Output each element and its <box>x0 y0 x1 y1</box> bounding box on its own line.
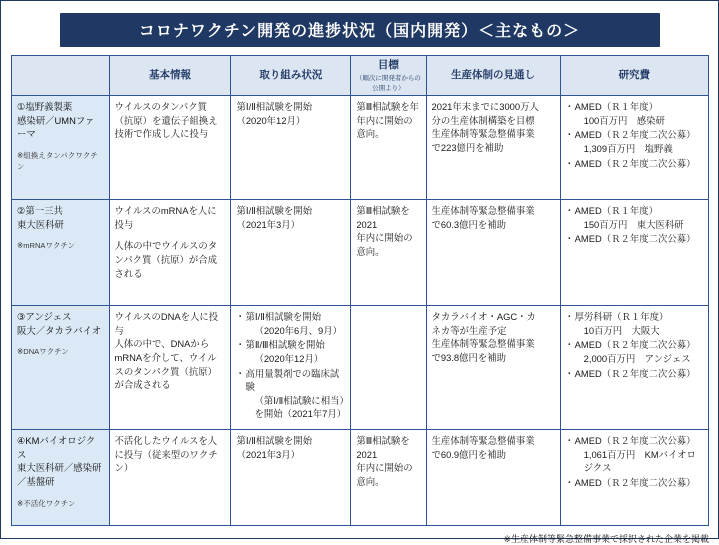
basic-line: ンパク質（抗原）が合成 <box>114 253 217 265</box>
production-line: 生産体制等緊急整備事業 <box>431 128 535 140</box>
row-company-1 <box>12 96 110 200</box>
funding-main: AMED（Ｒ２年度二次公募） <box>574 129 696 141</box>
funding-sub: 10百万円 大阪大 <box>583 324 660 336</box>
table-row <box>12 430 709 526</box>
column-header-basic-info-label: 基本情報 <box>148 68 191 81</box>
page-title: コロナワクチン開発の進捗状況（国内開発）＜主なもの＞ <box>60 13 660 47</box>
production-line: 生産体制等緊急整備事業 <box>431 338 535 350</box>
vaccine-type-1: ※組換えタンパクワクチン <box>17 150 98 171</box>
company-name-2a: ②第一三共 <box>17 205 63 217</box>
row-status-2 <box>231 200 351 306</box>
basic-line: （抗原）を遺伝子組換え <box>114 114 218 126</box>
company-name-1b: 感染研／UMNファーマ <box>17 114 95 140</box>
basic-line: 人体の中で、DNAから <box>114 338 210 350</box>
row-company-3 <box>12 306 110 430</box>
funding-main: AMED（Ｒ２年度二次公募） <box>574 435 696 447</box>
production-line: 生産体制等緊急整備事業 <box>431 435 535 447</box>
company-name-4b: 東大医科研／感染研／基盤研 <box>17 462 102 487</box>
basic-line: ウイルスのタンパク質 <box>114 101 208 113</box>
company-name-4a: ④KMバイオロジクス <box>17 435 96 460</box>
funding-main: AMED（Ｒ２年度二次公募） <box>574 367 696 379</box>
basic-line: ウイルスのmRNAを人に <box>114 205 217 217</box>
status-line: 第Ⅰ/Ⅱ相試験を開始 <box>236 205 313 217</box>
column-header-funding-label: 研究費 <box>618 68 651 81</box>
funding-sub: 1,309百万円 塩野義 <box>583 142 673 154</box>
column-header-funding <box>560 56 708 96</box>
column-header-company <box>12 56 110 96</box>
vaccine-type-4: ※不活化ワクチン <box>17 498 76 508</box>
funding-main: AMED（Ｒ１年度） <box>574 101 658 113</box>
row-basic-3 <box>109 306 231 430</box>
status-line: （2021年3月） <box>236 448 301 460</box>
vaccine-type-3: ※DNAワクチン <box>17 347 69 357</box>
basic-line: ン） <box>114 462 134 474</box>
goal-line: 年内に開始の意向。 <box>356 462 413 487</box>
company-name-2b: 東大医科研 <box>17 218 64 230</box>
goal-line: 第Ⅲ相試験を2021 <box>356 205 410 230</box>
vaccine-progress-table <box>11 55 709 526</box>
production-line: で93.8億円を補助 <box>431 351 507 363</box>
funding-main: AMED（Ｒ２年度二次公募） <box>574 233 696 245</box>
production-line: で60.3億円を補助 <box>431 218 507 230</box>
column-header-status <box>231 56 351 96</box>
row-funding-2 <box>560 200 708 306</box>
column-header-goal-label: 目標 <box>377 59 399 71</box>
funding-list <box>566 204 703 246</box>
goal-line: 年内に開始の意向。 <box>356 232 413 257</box>
table-row <box>12 200 709 306</box>
row-basic-1 <box>109 96 231 200</box>
status-item <box>236 310 345 337</box>
funding-item <box>566 128 703 155</box>
basic-line: 不活化したウイルスを人 <box>114 435 218 447</box>
basic-line: 投与 <box>114 218 134 230</box>
row-status-4 <box>231 430 351 526</box>
production-line: ネカ等が生産予定 <box>431 324 507 336</box>
row-funding-4 <box>560 430 708 526</box>
status-item <box>236 367 349 422</box>
production-line: で223億円を補助 <box>431 141 504 153</box>
funding-main: AMED（Ｒ１年度） <box>574 205 658 217</box>
basic-line: 人体の中でウイルスのタ <box>114 240 218 252</box>
funding-item <box>566 338 703 365</box>
company-name-3b: 阪大／タカラバイオ <box>17 324 102 336</box>
row-company-2 <box>12 200 110 306</box>
row-goal-2 <box>351 200 426 306</box>
funding-list <box>566 310 703 380</box>
status-sub: （第Ⅰ/Ⅱ相試験に相当） <box>254 394 349 406</box>
basic-line: 与 <box>114 324 124 336</box>
funding-list <box>566 100 703 170</box>
funding-sub: 100百万円 感染研 <box>583 114 665 126</box>
funding-main: AMED（Ｒ２年度二次公募） <box>574 476 696 488</box>
column-header-goal-note: （順次に開発者からの公開より） <box>355 75 421 92</box>
row-funding-1 <box>560 96 708 200</box>
column-header-production-label: 生産体制の見通し <box>451 68 536 81</box>
column-header-goal <box>351 56 426 96</box>
funding-sub: 1,061百万円 KMバイオロ <box>583 448 696 460</box>
basic-line: 技術で作成し人に投与 <box>114 128 209 140</box>
funding-sub: 2,000百万円 アンジェス <box>583 352 691 364</box>
row-status-1 <box>231 96 351 200</box>
basic-line: ウイルスのDNAを人に投 <box>114 311 219 323</box>
status-sub: （2020年12月） <box>254 352 324 364</box>
funding-main: AMED（Ｒ２年度二次公募） <box>574 157 696 169</box>
funding-item <box>566 367 703 381</box>
row-funding-3 <box>560 306 708 430</box>
status-main: 高用量製剤での臨床試験 <box>245 367 340 393</box>
funding-sub: ジクス <box>583 462 612 474</box>
status-line: 第Ⅰ/Ⅱ相試験を開始 <box>236 435 313 447</box>
row-goal-4 <box>351 430 426 526</box>
basic-line: スのタンパク質（抗原） <box>114 365 217 377</box>
company-name-3a: ③アンジェス <box>17 311 72 323</box>
basic-line: mRNAを介して、ウイル <box>114 351 217 363</box>
production-line: 分の生産体制構築を目標 <box>431 114 535 126</box>
funding-sub: 150百万円 東大医科研 <box>583 218 684 230</box>
row-basic-4 <box>109 430 231 526</box>
row-production-4 <box>426 430 560 526</box>
row-goal-3 <box>351 306 426 430</box>
funding-item <box>566 232 703 246</box>
basic-line: が合成される <box>114 379 171 391</box>
funding-item <box>566 434 703 475</box>
goal-line: 第Ⅲ相試験を年 <box>356 101 420 113</box>
vaccine-type-2: ※mRNAワクチン <box>17 241 75 251</box>
row-production-1 <box>426 96 560 200</box>
row-company-4 <box>12 430 110 526</box>
status-main: 第Ⅱ/Ⅲ相試験を開始 <box>245 339 325 351</box>
column-header-basic-info <box>109 56 231 96</box>
status-sub: （2020年6月、9月） <box>254 324 342 336</box>
funding-item <box>566 476 703 490</box>
column-header-status-label: 取り組み状況 <box>259 68 323 81</box>
status-list <box>236 310 349 421</box>
production-line: タカラバイオ・AGC・カ <box>431 311 536 323</box>
funding-list <box>566 434 703 490</box>
column-header-production <box>426 56 560 96</box>
goal-line: 年内に開始の意向。 <box>356 114 413 140</box>
row-production-2 <box>426 200 560 306</box>
table-row <box>12 306 709 430</box>
row-basic-2 <box>109 200 231 306</box>
company-name-1a: ①塩野義製薬 <box>17 101 73 113</box>
funding-item <box>566 310 703 337</box>
basic-line: される <box>114 267 143 279</box>
footnote: ※生産体制等緊急整備事業で採択された企業を掲載 <box>503 534 709 545</box>
goal-line: 第Ⅲ相試験を2021 <box>356 435 410 460</box>
funding-item <box>566 100 703 127</box>
status-line: （2020年12月） <box>236 114 306 126</box>
row-production-3 <box>426 306 560 430</box>
row-status-3 <box>231 306 351 430</box>
row-goal-1 <box>351 96 426 200</box>
funding-item <box>566 204 703 231</box>
status-item <box>236 338 345 365</box>
status-line: （2021年3月） <box>236 218 301 230</box>
status-sub: を開始（2021年7月） <box>254 408 347 420</box>
status-main: 第Ⅰ/Ⅱ相試験を開始 <box>245 311 322 323</box>
status-line: 第Ⅰ/Ⅱ相試験を開始 <box>236 101 313 113</box>
table-header-row <box>12 56 709 96</box>
production-line: で60.9億円を補助 <box>431 448 507 460</box>
table-row <box>12 96 709 200</box>
basic-line: に投与（従来型のワクチ <box>114 448 218 460</box>
funding-main: AMED（Ｒ２年度二次公募） <box>574 339 696 351</box>
production-line: 生産体制等緊急整備事業 <box>431 205 535 217</box>
production-line: 2021年末までに3000万人 <box>431 101 539 113</box>
funding-main: 厚労科研（Ｒ１年度） <box>574 311 669 323</box>
funding-item <box>566 157 703 171</box>
